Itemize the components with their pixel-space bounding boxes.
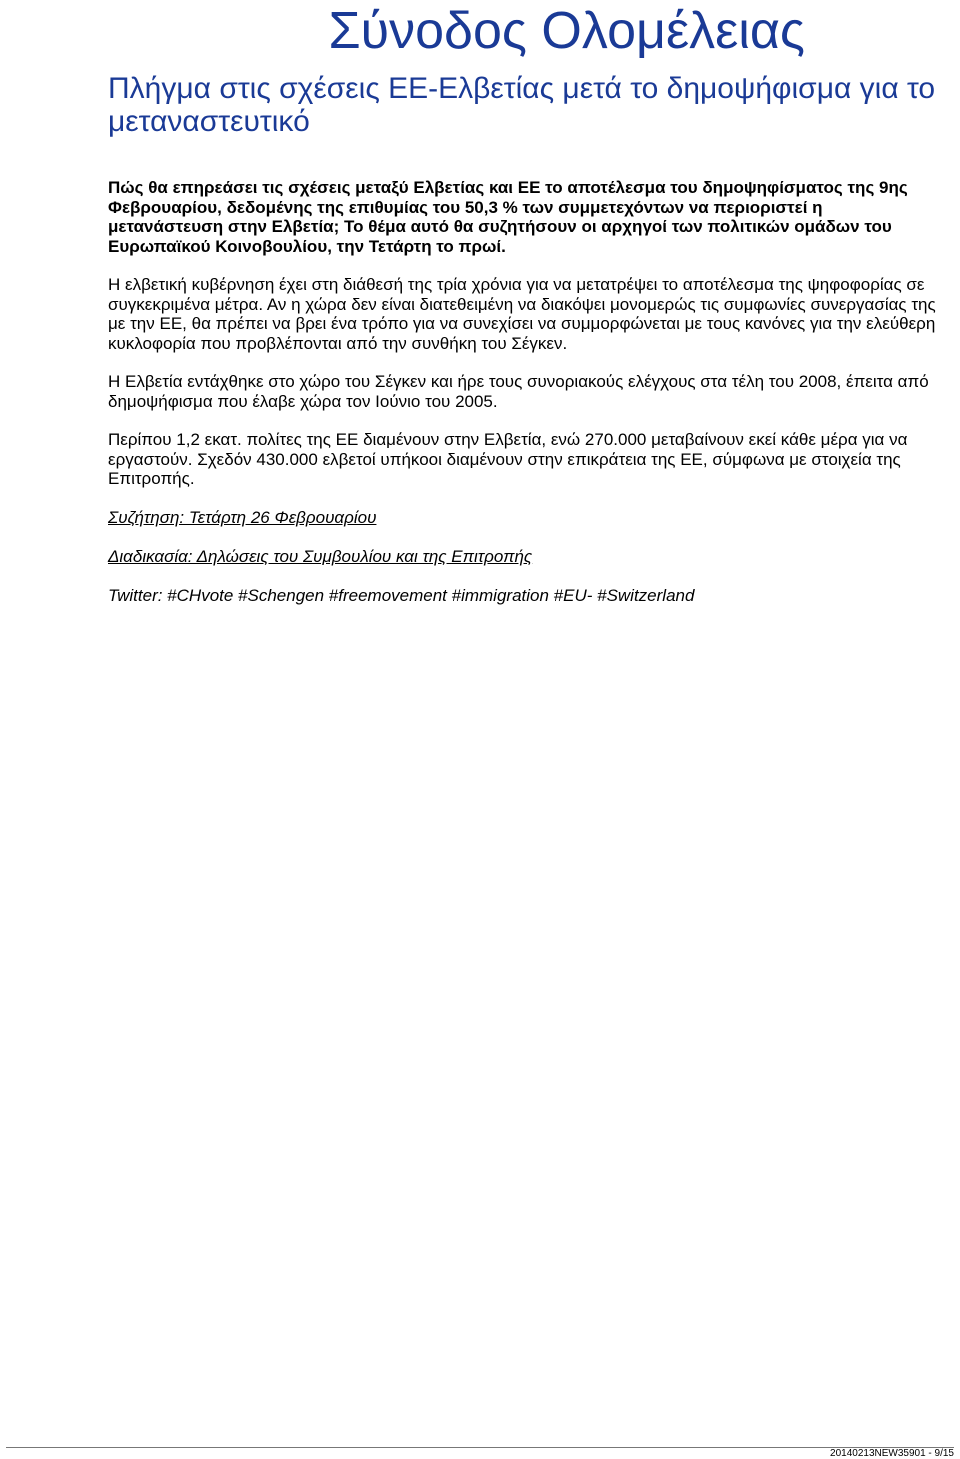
document-reference: 20140213NEW35901 - 9/15 <box>830 1448 954 1459</box>
debate-link[interactable]: Συζήτηση: Τετάρτη 26 Φεβρουαρίου <box>108 507 377 527</box>
article-title: Πλήγμα στις σχέσεις ΕΕ-Ελβετίας μετά το δημοψήφισμα για το μεταναστευτικό <box>108 72 936 138</box>
twitter-hashtags: Twitter: #CHvote #Schengen #freemovement #immigration #EU- #Switzerland <box>108 585 695 605</box>
article <box>108 72 938 606</box>
article-paragraph: Η ελβετική κυβέρνηση έχει στη διάθεσή της τρία χρόνια για να μετατρέψει το αποτέλεσμα της ψηφοφορίας σε συγκεκριμένα μέτρα. Αν η χώρα δεν είναι διατεθειμένη να διακόψει μονομερώς τις συμφωνίες συνεργασίας της με την ΕΕ, θα πρέπει να βρει ένα τρόπο για να συνεχίσει να συμμορφώνεται με τους κανόνες για την ελεύθερη κυκλοφορία που προβλέπονται από την συνθήκη του Σέγκεν. <box>108 275 936 353</box>
article-paragraph: Περίπου 1,2 εκατ. πολίτες της ΕΕ διαμένουν στην Ελβετία, ενώ 270.000 μεταβαίνουν εκεί κάθε μέρα για να εργαστούν. Σχεδόν 430.000 ελβετοί υπήκοοι διαμένουν στην επικράτεια της ΕΕ, σύμφωνα με στοιχεία της Επιτροπής. <box>108 430 908 488</box>
article-lead: Πώς θα επηρεάσει τις σχέσεις μεταξύ Ελβετίας και ΕΕ το αποτέλεσμα του δημοψηφίσματος της 9ης Φεβρουαρίου, δεδομένης της επιθυμίας του 50,3 % των συμμετεχόντων να περιοριστεί η μετανάστευση στην Ελβετία; Το θέμα αυτό θα συζητήσουν οι αρχηγοί των πολιτικών ομάδων του Ευρωπαϊκού Κοινοβουλίου, την Τετάρτη το πρωί. <box>108 178 908 256</box>
procedure-link[interactable]: Διαδικασία: Δηλώσεις του Συμβουλίου και της Επιτροπής <box>108 546 533 566</box>
article-paragraph: Η Ελβετία εντάχθηκε στο χώρο του Σέγκεν και ήρε τους συνοριακούς ελέγχους στα τέλη του 2008, έπειτα από δημοψήφισμα που έλαβε χώρα τον Ιούνιο του 2005. <box>108 372 929 411</box>
footer-divider <box>6 1447 954 1448</box>
page-header-title: Σύνοδος Ολομέλειας <box>328 2 805 60</box>
